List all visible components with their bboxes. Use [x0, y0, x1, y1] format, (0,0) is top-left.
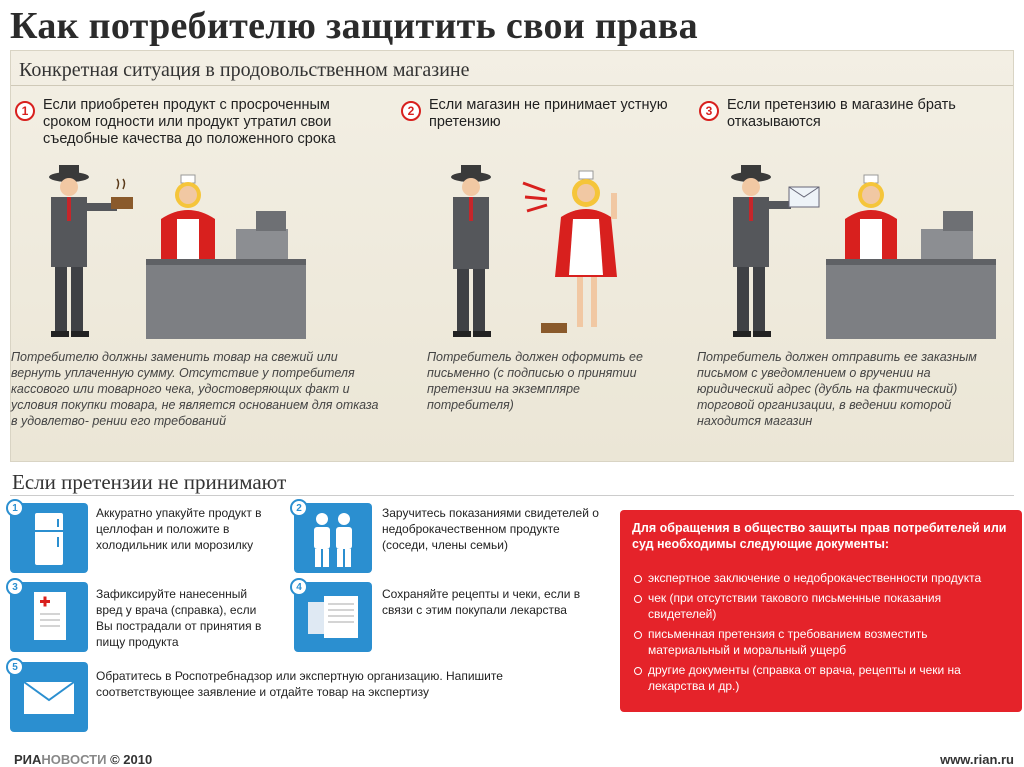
tip-number: 1 [6, 499, 24, 517]
medical-certificate-icon [10, 582, 88, 652]
documents-list [632, 570, 1012, 698]
page-title: Как потребителю защитить свои права [10, 5, 698, 47]
footer-logo [14, 752, 152, 767]
step-number: 2 [401, 101, 421, 121]
fridge-icon [10, 503, 88, 573]
step-number: 1 [15, 101, 35, 121]
footer-url[interactable]: www.rian.ru [940, 752, 1014, 767]
scene-refused-claim-illustration [711, 163, 1011, 341]
envelope-icon [10, 662, 88, 732]
tip-text: Сохраняйте рецепты и чеки, если в связи с этим покупали лекарства [382, 587, 581, 617]
tip-number: 4 [290, 578, 308, 596]
section-subtitle: Конкретная ситуация в продовольственном магазине [19, 59, 470, 81]
tip-number: 5 [6, 658, 24, 676]
tip-text: Обратитесь в Роспотребнадзор или экспертную организацию. Напишите соответствующее заявление и отдайте товар на экспертизу [96, 669, 503, 699]
section-title-claims-refused: Если претензии не принимают [12, 470, 287, 494]
logo-rest: НОВОСТИ [41, 752, 107, 767]
tip-text: Заручитесь показаниями свидетелей о недоброкачественном продукте (соседи, члены семьи) [382, 506, 599, 552]
divider [11, 85, 1013, 86]
documents-heading: Для обращения в общество защиты прав потребителей или суд необходимы следующие документы: [632, 521, 1007, 551]
scene-expired-product-illustration [31, 163, 311, 341]
tip-text: Зафиксируйте нанесенный вред у врача (справка), если Вы пострадали от принятия в пищу продукта [96, 587, 262, 649]
tip-number: 2 [290, 499, 308, 517]
divider [10, 495, 1014, 496]
tip-number: 3 [6, 578, 24, 596]
step-text: Если приобретен продукт с просроченным сроком годности или продукт утратил свои съедобные качества до положенного срока [43, 97, 336, 147]
situation-panel [10, 50, 1014, 462]
step-text: Если претензию в магазине брать отказываются [727, 97, 956, 130]
step-description: Потребитель должен отправить ее заказным письмом с уведомлением о вручении на юридический адрес (дубль на фактический) торговой организации, в ведении которой находится магазин [697, 350, 977, 428]
required-documents-panel [620, 510, 1022, 712]
receipts-icon [294, 582, 372, 652]
step-text: Если магазин не принимает устную претензию [429, 97, 668, 130]
witnesses-icon [294, 503, 372, 573]
copyright: © 2010 [110, 752, 153, 767]
scene-oral-claim-illustration [431, 163, 651, 341]
logo-main: РИА [14, 752, 42, 767]
step-description: Потребитель должен оформить ее письменно (с подписью о принятии претензии на экземпляре потребителя) [427, 350, 643, 412]
list-item: другие документы (справка от врача, рецепты и чеки на лекарства и др.) [632, 662, 1012, 694]
list-item: письменная претензия с требованием возместить материальный и моральный ущерб [632, 626, 1012, 658]
list-item: экспертное заключение о недоброкачественности продукта [632, 570, 1012, 586]
list-item: чек (при отсутствии такового письменные показания свидетелей) [632, 590, 1012, 622]
tip-text: Аккуратно упакуйте продукт в целлофан и положите в холодильник или морозилку [96, 506, 262, 552]
step-number: 3 [699, 101, 719, 121]
step-description: Потребителю должны заменить товар на свежий или вернуть уплаченную сумму. Отсутствие у потребителя кассового или товарного чека, удостоверяющих факт и условия покупки товара, не является основанием для отказа в удовлетво- рении его требований [11, 350, 379, 428]
